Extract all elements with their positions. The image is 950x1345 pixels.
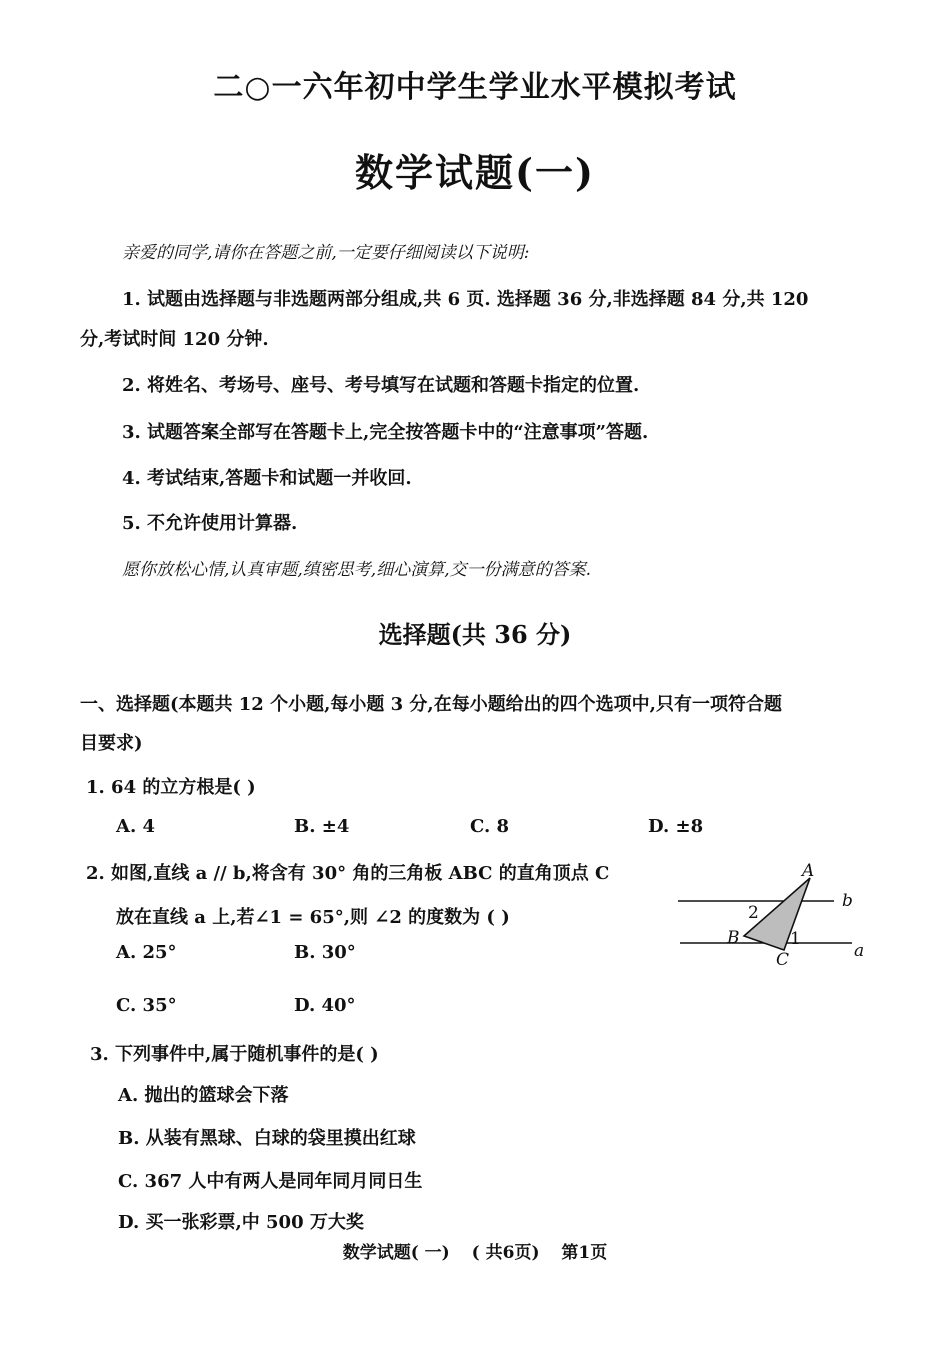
label-vertex-b: B xyxy=(727,928,740,948)
parallel-lines-triangle-figure xyxy=(672,858,872,970)
section-description-line-1: 一、选择题(本题共 12 个小题,每小题 3 分,在每小题给出的四个选项中,只有一项符合题 xyxy=(80,694,782,715)
question-3-stem: 3. 下列事件中,属于随机事件的是( ) xyxy=(90,1044,379,1065)
question-3-option-a: A. 抛出的篮球会下落 xyxy=(118,1085,289,1106)
exam-title: 二○一六年初中学生学业水平模拟考试 xyxy=(213,70,737,105)
footer-page-number: 第1页 xyxy=(561,1243,608,1263)
question-2-stem-line-2: 放在直线 a 上,若∠1 = 65°,则 ∠2 的度数为 ( ) xyxy=(116,907,510,928)
question-1-option-c: C. 8 xyxy=(470,816,510,837)
question-2-option-a: A. 25° xyxy=(116,942,177,963)
label-line-a: a xyxy=(854,941,865,961)
page-footer xyxy=(0,1238,950,1263)
instruction-item-3: 3. 试题答案全部写在答题卡上,完全按答题卡中的“注意事项”答题. xyxy=(122,422,649,443)
question-2-option-d: D. 40° xyxy=(294,995,356,1016)
question-2-option-b: B. 30° xyxy=(294,942,356,963)
question-3-option-d: D. 买一张彩票,中 500 万大奖 xyxy=(118,1212,364,1233)
paper-title: 数学试题(一) xyxy=(355,150,595,195)
instruction-item-1-line-1: 1. 试题由选择题与非选题两部分组成,共 6 页. 选择题 36 分,非选择题 84 分,共 120 xyxy=(122,289,809,310)
question-1-stem: 1. 64 的立方根是( ) xyxy=(86,777,256,798)
question-1-option-b: B. ±4 xyxy=(294,816,350,837)
footer-paper-title: 数学试题( 一) xyxy=(342,1243,450,1263)
label-line-b: b xyxy=(842,891,853,911)
question-2-stem-line-1: 2. 如图,直线 a // b,将含有 30° 角的三角板 ABC 的直角顶点 C xyxy=(86,863,610,884)
question-3-option-b: B. 从装有黑球、白球的袋里摸出红球 xyxy=(118,1128,416,1149)
section-title: 选择题(共 36 分) xyxy=(378,620,572,649)
instruction-item-4: 4. 考试结束,答题卡和试题一并收回. xyxy=(122,468,412,489)
instruction-item-1-line-2: 分,考试时间 120 分钟. xyxy=(80,329,269,350)
instructions-wish: 愿你放松心情,认真审题,缜密思考,细心演算,交一份满意的答案. xyxy=(122,560,592,580)
question-1-option-d: D. ±8 xyxy=(648,816,704,837)
footer-total-pages: ( 共6页) xyxy=(471,1243,540,1263)
label-angle-1: 1 xyxy=(790,929,801,949)
question-1-option-a: A. 4 xyxy=(116,816,156,837)
instructions-intro: 亲爱的同学,请你在答题之前,一定要仔细阅读以下说明: xyxy=(122,243,530,263)
question-2-option-c: C. 35° xyxy=(116,995,177,1016)
instruction-item-5: 5. 不允许使用计算器. xyxy=(122,513,298,534)
label-angle-2: 2 xyxy=(748,903,759,923)
section-description-line-2: 目要求) xyxy=(80,733,143,754)
question-3-option-c: C. 367 人中有两人是同年同月同日生 xyxy=(118,1171,423,1192)
instruction-item-2: 2. 将姓名、考场号、座号、考号填写在试题和答题卡指定的位置. xyxy=(122,375,640,396)
label-vertex-c: C xyxy=(776,950,790,970)
label-vertex-a: A xyxy=(802,861,815,881)
